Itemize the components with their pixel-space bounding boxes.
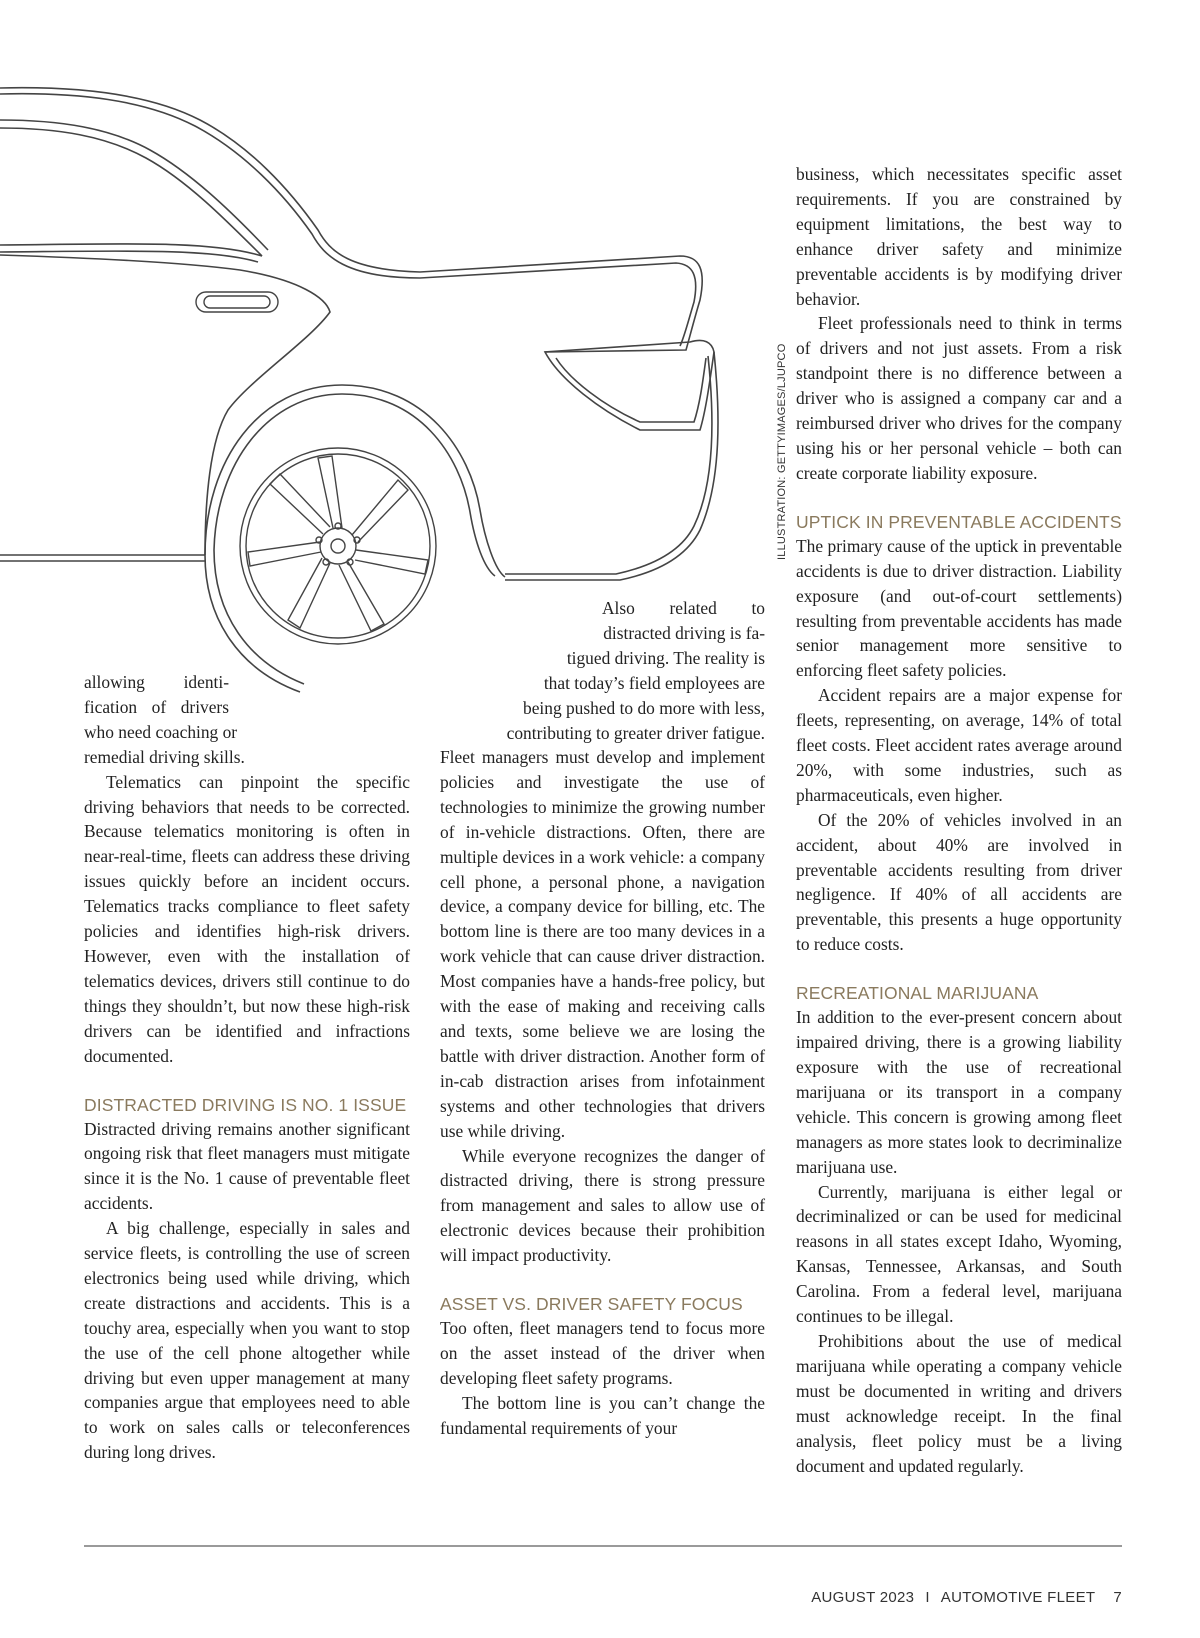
paragraph: The bottom line is you can’t change the fundamental requirements of your — [440, 1392, 765, 1438]
illustration-credit: ILLUSTRATION: GETTYIMAGES/LJUPCO — [776, 343, 788, 560]
section-heading: RECREATIONAL MARIJUANA — [796, 983, 1039, 1004]
wrap-line: being pushed to do more with less, — [523, 697, 765, 718]
footer-separator: I — [925, 1589, 930, 1606]
paragraph: In addition to the ever-present concern about impaired driving, there is a growing liability exposure with the use of recreational marijuana or its transport in a company vehicle. This concern is growing among fleet managers as more states look to decriminalize marijuana use. — [796, 1007, 1122, 1177]
wrap-line: distracted driving is fa- — [603, 622, 765, 643]
paragraph: business, which necessitates specific asset requirements. If you are constrained by equipment limitations, the best way to enhance driver safety and minimize preventable accidents is by modifying driver behavior. — [796, 164, 1122, 309]
wrap-line: Also related to — [602, 598, 765, 618]
column-2-wrap — [440, 596, 765, 745]
door-handle-icon — [196, 292, 278, 312]
wrap-line: fication of drivers — [84, 696, 229, 717]
wrap-line: contributing to greater driver fatigue. — [506, 722, 765, 743]
paragraph: The primary cause of the uptick in preventable accidents is due to driver distraction. Liability exposure (and out-of-court settlements) resulting from preventable accidents has made senior management more sensitive to enforcing fleet safety policies. — [796, 535, 1122, 681]
wrap-line: allowing identi- — [84, 672, 229, 692]
page-footer — [811, 1589, 1122, 1606]
footer-rule — [84, 1545, 1122, 1547]
column-2 — [440, 745, 765, 1441]
paragraph: Fleet managers must develop and implement policies and investigate the use of technologies to minimize the growing number of in-vehicle distractions. Often, there are multiple devices in a work vehicle: a company cell phone, a personal phone, a navigation device, a company device for billing, etc. The bottom line is there are too many devices in a work vehicle that can cause driver distraction. Most companies have a hands-free policy, but with the ease of making and receiving calls and texts, some believe we are losing the battle with driver distraction. Another form of in-cab distraction arises from infotainment systems and other technologies that drivers use while driving. — [440, 747, 765, 1141]
paragraph: A big challenge, especially in sales and service fleets, is controlling the use of screen electronics being used while driving, which create distractions and accidents. This is a touchy area, especially when you want to stop the use of the cell phone altogether while driving but even upper management at many companies argue that employees need to able to work on sales calls or teleconferences during long drives. — [84, 1218, 410, 1463]
section-heading: ASSET VS. DRIVER SAFETY FOCUS — [440, 1294, 743, 1315]
column-1 — [84, 670, 410, 1465]
paragraph: Prohibitions about the use of medical marijuana while operating a company vehicle must be documented in writing and drivers must acknowledge receipt. In the final analysis, fleet policy must be a living document and updated regularly. — [796, 1330, 1122, 1476]
paragraph: Telematics can pinpoint the specific driving behaviors that needs to be corrected. Because telematics monitoring is often in near-real-time, fleets can address these driving issues quickly before an incident occurs. Telematics tracks compliance to fleet safety policies and identifies high-risk drivers. However, even with the installation of telematics devices, drivers still continue to do things they shouldn’t, but now these high-risk drivers can be identified and infractions documented. — [84, 771, 410, 1066]
page-number: 7 — [1113, 1589, 1122, 1606]
section-heading: UPTICK IN PREVENTABLE ACCIDENTS — [796, 511, 1122, 532]
wrap-line: tigued driving. The reality is — [566, 647, 765, 668]
paragraph: Of the 20% of vehicles involved in an accident, about 40% are involved in preventable accidents resulting from driver negligence. If 40% of all accidents are preventable, this presents a huge opportunity to reduce costs. — [796, 809, 1122, 955]
wheel-icon — [240, 448, 436, 644]
wrap-line: who need coaching or — [84, 721, 238, 742]
paragraph: Currently, marijuana is either legal or decriminalized or can be used for medicinal reasons in all states except Idaho, Wyoming, Kansas, Tennessee, Arkansas, and South Carolina. From a federal level, marijuana continues to be illegal. — [796, 1181, 1122, 1327]
paragraph: Distracted driving remains another significant ongoing risk that fleet managers must mitigate since it is the No. 1 cause of preventable fleet accidents. — [84, 1118, 410, 1214]
paragraph: Accident repairs are a major expense for fleets, representing, on average, 14% of total fleet costs. Fleet accident rates average around 20%, with some industries, such as pharmaceuticals, even higher. — [796, 685, 1122, 805]
wrap-line: remedial driving skills. — [84, 746, 245, 767]
paragraph: Fleet professionals need to think in terms of drivers and not just assets. From a risk standpoint there is no difference between a driver who is assigned a company car and a reimbursed driver who drives for the company using his or her personal vehicle – both can create corporate liability exposure. — [796, 313, 1122, 483]
column-3 — [796, 162, 1122, 1478]
section-heading: DISTRACTED DRIVING IS NO. 1 ISSUE — [84, 1094, 407, 1115]
footer-issue: AUGUST 2023 — [811, 1589, 915, 1606]
footer-publication: AUTOMOTIVE FLEET — [940, 1589, 1096, 1606]
paragraph: Too often, fleet managers tend to focus more on the asset instead of the driver when developing fleet safety programs. — [440, 1318, 765, 1388]
paragraph: While everyone recognizes the danger of distracted driving, there is strong pressure from management and sales to allow use of electronic devices because their prohibition will impact productivity. — [440, 1145, 765, 1266]
wrap-line: that today’s field employees are — [543, 672, 765, 693]
